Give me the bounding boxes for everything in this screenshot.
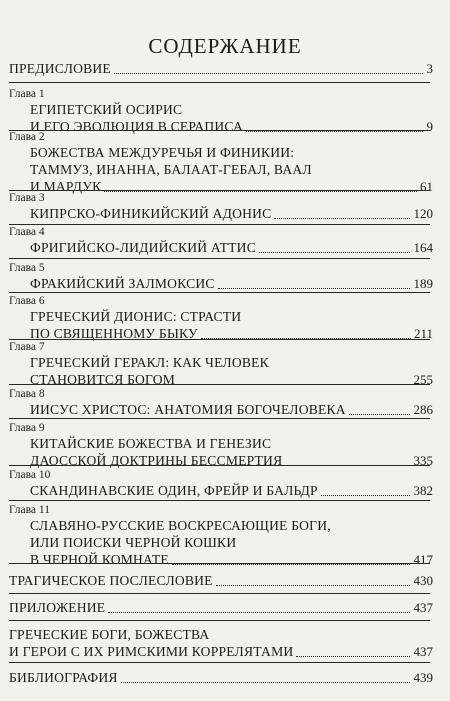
page-number: 437 [413, 644, 433, 659]
dot-leader [104, 191, 417, 192]
dot-leader [216, 585, 410, 586]
entry-title-line: КИТАЙСКИЕ БОЖЕСТВА И ГЕНЕЗИС [30, 436, 272, 451]
chapter-label: Глава 3 [9, 192, 45, 204]
entry-title-line: ГРЕЧЕСКИЕ БОГИ, БОЖЕСТВА [9, 627, 210, 642]
dot-leader [349, 414, 410, 415]
page-number: 286 [413, 402, 433, 417]
divider [9, 224, 430, 225]
dot-leader [274, 218, 410, 219]
divider [9, 465, 430, 466]
divider [9, 82, 430, 83]
entry-title-line: СЛАВЯНО-РУССКИЕ ВОСКРЕСАЮЩИЕ БОГИ, [30, 518, 331, 533]
entry-title-line: ФРАКИЙСКИЙ ЗАЛМОКСИС [30, 276, 215, 291]
chapter-label: Глава 2 [9, 131, 45, 143]
chapter-label: Глава 6 [9, 295, 45, 307]
entry-title-line: СКАНДИНАВСКИЕ ОДИН, ФРЕЙР И БАЛЬДР [30, 483, 318, 498]
dot-leader [114, 73, 423, 74]
entry-title-line: И ЕГО ЭВОЛЮЦИЯ В СЕРАПИСА [30, 119, 244, 134]
chapter-label: Глава 11 [9, 504, 50, 516]
dot-leader [172, 564, 410, 565]
divider [9, 292, 430, 293]
page-number: 382 [413, 483, 433, 498]
entry-title-line: СТАНОВИТСЯ БОГОМ [30, 372, 176, 387]
page-number: 417 [413, 552, 433, 567]
entry-title-line: И МАРДУК [30, 179, 102, 194]
divider [9, 593, 430, 594]
page-number: 189 [413, 276, 433, 291]
chapter-label: Глава 10 [9, 469, 51, 481]
divider [9, 190, 430, 191]
divider [9, 563, 430, 564]
page-number: 255 [413, 372, 433, 387]
entry-title-line: ГРЕЧЕСКИЙ ДИОНИС: СТРАСТИ [30, 309, 242, 324]
entry-title-line: ТРАГИЧЕСКОЕ ПОСЛЕСЛОВИЕ [9, 573, 213, 588]
page-number: 164 [413, 240, 433, 255]
dot-leader [296, 656, 410, 657]
page-title: СОДЕРЖАНИЕ [148, 34, 302, 58]
entry-title-line: БИБЛИОГРАФИЯ [9, 670, 118, 685]
divider [9, 418, 430, 419]
chapter-label: Глава 1 [9, 88, 45, 100]
entry-title-line: ТАММУЗ, ИНАННА, БАЛААТ-ГЕБАЛ, ВААЛ [30, 162, 312, 177]
entry-title-line: БОЖЕСТВА МЕЖДУРЕЧЬЯ И ФИНИКИИ: [30, 145, 295, 160]
page-number: 120 [413, 206, 433, 221]
chapter-label: Глава 8 [9, 388, 45, 400]
chapter-label: Глава 5 [9, 262, 45, 274]
entry-title-line: ГРЕЧЕСКИЙ ГЕРАКЛ: КАК ЧЕЛОВЕК [30, 355, 269, 370]
entry-title-line: ФРИГИЙСКО-ЛИДИЙСКИЙ АТТИС [30, 240, 256, 255]
page-number: 439 [413, 670, 433, 685]
entry-title-line: В ЧЕРНОЙ КОМНАТЕ [30, 552, 169, 567]
chapter-label: Глава 4 [9, 226, 45, 238]
dot-leader [246, 131, 423, 132]
page-number: 211 [413, 326, 433, 341]
divider [9, 339, 430, 340]
entry-title-line: ПРЕДИСЛОВИЕ [9, 61, 111, 76]
chapter-label: Глава 7 [9, 341, 45, 353]
entry-title-line: ПО СВЯЩЕННОМУ БЫКУ [30, 326, 198, 341]
page-number: 335 [413, 453, 433, 468]
page-number: 437 [413, 600, 433, 615]
divider [9, 130, 430, 131]
entry-title-line: ДАОССКОЙ ДОКТРИНЫ БЕССМЕРТИЯ [30, 453, 283, 468]
dot-leader [321, 495, 410, 496]
divider [9, 384, 430, 385]
chapter-label: Глава 9 [9, 422, 45, 434]
entry-title-line: ЕГИПЕТСКИЙ ОСИРИС [30, 102, 183, 117]
page-number: 9 [426, 119, 433, 134]
dot-leader [259, 252, 410, 253]
divider [9, 620, 430, 621]
entry-title-line: ПРИЛОЖЕНИЕ [9, 600, 106, 615]
dot-leader [108, 612, 410, 613]
page-number: 61 [420, 179, 433, 194]
entry-title-line: ИЛИ ПОИСКИ ЧЕРНОЙ КОШКИ [30, 535, 237, 550]
entry-title-line: И ГЕРОИ С ИХ РИМСКИМИ КОРРЕЛЯТАМИ [9, 644, 294, 659]
entry-title-line: ИИСУС ХРИСТОС: АНАТОМИЯ БОГОЧЕЛОВЕКА [30, 402, 346, 417]
divider [9, 662, 430, 663]
page-number: 3 [426, 61, 433, 76]
dot-leader [218, 288, 410, 289]
divider [9, 500, 430, 501]
divider [9, 258, 430, 259]
entry-title-line: КИПРСКО-ФИНИКИЙСКИЙ АДОНИС [30, 206, 272, 221]
dot-leader [121, 682, 410, 683]
page-number: 430 [413, 573, 433, 588]
